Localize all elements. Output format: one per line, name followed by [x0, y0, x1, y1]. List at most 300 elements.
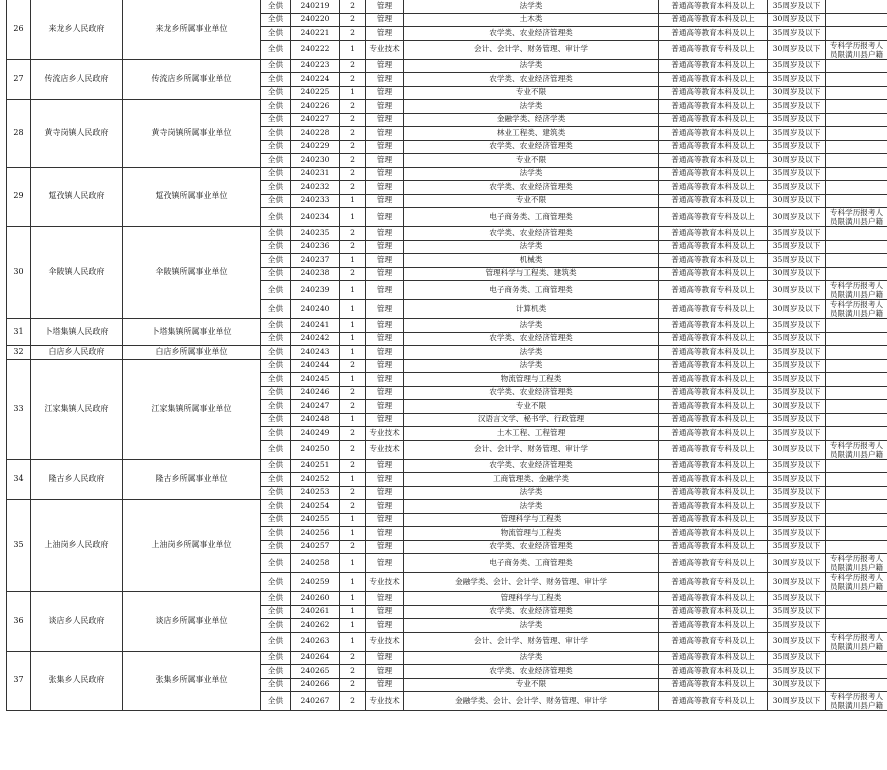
funding-type-cell: 全供	[261, 300, 291, 319]
position-code-cell: 240257	[291, 540, 340, 554]
age-requirement-cell: 35周岁及以下	[768, 386, 826, 400]
headcount-cell: 1	[340, 346, 366, 360]
age-requirement-cell: 35周岁及以下	[768, 473, 826, 487]
table-row	[7, 592, 887, 606]
education-requirement-cell: 普通高等教育本科及以上	[659, 227, 768, 241]
position-type-cell: 专业技术	[366, 427, 404, 441]
funding-type-cell: 全供	[261, 73, 291, 87]
headcount-cell: 1	[340, 605, 366, 619]
headcount-cell: 2	[340, 113, 366, 127]
remarks-cell	[826, 486, 887, 500]
position-code-cell: 240222	[291, 40, 340, 59]
age-requirement-cell: 30周岁及以下	[768, 440, 826, 459]
funding-type-cell: 全供	[261, 181, 291, 195]
position-code-cell: 240244	[291, 359, 340, 373]
unit-number-cell: 34	[7, 459, 31, 500]
remarks-cell	[826, 194, 887, 208]
position-code-cell: 240219	[291, 0, 340, 13]
education-requirement-cell: 普通高等教育专科及以上	[659, 573, 768, 592]
headcount-cell: 1	[340, 619, 366, 633]
education-requirement-cell: 普通高等教育专科及以上	[659, 440, 768, 459]
major-requirement-cell: 管理科学与工程类	[404, 513, 659, 527]
remarks-cell	[826, 113, 887, 127]
age-requirement-cell: 30周岁及以下	[768, 400, 826, 414]
major-requirement-cell: 电子商务类、工商管理类	[404, 208, 659, 227]
headcount-cell: 2	[340, 486, 366, 500]
headcount-cell: 2	[340, 140, 366, 154]
funding-type-cell: 全供	[261, 619, 291, 633]
unit-number-cell: 26	[7, 0, 31, 59]
position-code-cell: 240225	[291, 86, 340, 100]
position-type-cell: 管理	[366, 267, 404, 281]
education-requirement-cell: 普通高等教育本科及以上	[659, 605, 768, 619]
headcount-cell: 2	[340, 500, 366, 514]
position-type-cell: 管理	[366, 300, 404, 319]
headcount-cell: 1	[340, 632, 366, 651]
position-type-cell: 管理	[366, 73, 404, 87]
funding-type-cell: 全供	[261, 194, 291, 208]
funding-type-cell: 全供	[261, 440, 291, 459]
position-type-cell: 管理	[366, 459, 404, 473]
headcount-cell: 2	[340, 359, 366, 373]
position-type-cell: 管理	[366, 386, 404, 400]
funding-type-cell: 全供	[261, 59, 291, 73]
major-requirement-cell: 法学类	[404, 500, 659, 514]
remarks-cell	[826, 527, 887, 541]
position-type-cell: 管理	[366, 86, 404, 100]
age-requirement-cell: 35周岁及以下	[768, 227, 826, 241]
age-requirement-cell: 35周岁及以下	[768, 427, 826, 441]
age-requirement-cell: 35周岁及以下	[768, 167, 826, 181]
position-type-cell: 管理	[366, 513, 404, 527]
major-requirement-cell: 法学类	[404, 651, 659, 665]
position-code-cell: 240241	[291, 319, 340, 333]
position-type-cell: 管理	[366, 373, 404, 387]
position-type-cell: 管理	[366, 113, 404, 127]
age-requirement-cell: 35周岁及以下	[768, 140, 826, 154]
position-type-cell: 管理	[366, 27, 404, 41]
major-requirement-cell: 法学类	[404, 346, 659, 360]
position-code-cell: 240220	[291, 13, 340, 27]
position-code-cell: 240260	[291, 592, 340, 606]
headcount-cell: 1	[340, 40, 366, 59]
remarks-cell	[826, 592, 887, 606]
remarks-cell	[826, 86, 887, 100]
headcount-cell: 1	[340, 194, 366, 208]
major-requirement-cell: 法学类	[404, 359, 659, 373]
headcount-cell: 2	[340, 0, 366, 13]
remarks-cell	[826, 540, 887, 554]
education-requirement-cell: 普通高等教育本科及以上	[659, 413, 768, 427]
education-requirement-cell: 普通高等教育本科及以上	[659, 127, 768, 141]
remarks-cell	[826, 240, 887, 254]
age-requirement-cell: 30周岁及以下	[768, 267, 826, 281]
position-code-cell: 240238	[291, 267, 340, 281]
position-type-cell: 管理	[366, 665, 404, 679]
position-code-cell: 240267	[291, 692, 340, 711]
education-requirement-cell: 普通高等教育专科及以上	[659, 208, 768, 227]
remarks-cell: 专科学历报考人员限潢川县户籍	[826, 692, 887, 711]
age-requirement-cell: 30周岁及以下	[768, 692, 826, 711]
headcount-cell: 2	[340, 227, 366, 241]
unit-number-cell: 29	[7, 167, 31, 227]
age-requirement-cell: 30周岁及以下	[768, 154, 826, 168]
remarks-cell	[826, 473, 887, 487]
age-requirement-cell: 30周岁及以下	[768, 208, 826, 227]
headcount-cell: 2	[340, 154, 366, 168]
remarks-cell	[826, 500, 887, 514]
position-code-cell: 240226	[291, 100, 340, 114]
position-type-cell: 管理	[366, 59, 404, 73]
funding-type-cell: 全供	[261, 540, 291, 554]
position-code-cell: 240253	[291, 486, 340, 500]
position-code-cell: 240240	[291, 300, 340, 319]
headcount-cell: 2	[340, 665, 366, 679]
position-type-cell: 管理	[366, 413, 404, 427]
education-requirement-cell: 普通高等教育本科及以上	[659, 513, 768, 527]
education-requirement-cell: 普通高等教育本科及以上	[659, 619, 768, 633]
education-requirement-cell: 普通高等教育本科及以上	[659, 254, 768, 268]
headcount-cell: 1	[340, 573, 366, 592]
funding-type-cell: 全供	[261, 281, 291, 300]
table-row	[7, 359, 887, 373]
education-requirement-cell: 普通高等教育本科及以上	[659, 678, 768, 692]
remarks-cell	[826, 127, 887, 141]
unit-name-cell: 隆古乡人民政府	[31, 459, 123, 500]
affiliated-unit-cell: 传流店乡所属事业单位	[123, 59, 261, 100]
affiliated-unit-cell: 踅孜镇所属事业单位	[123, 167, 261, 227]
age-requirement-cell: 35周岁及以下	[768, 73, 826, 87]
major-requirement-cell: 金融学类、会计、会计学、财务管理、审计学	[404, 573, 659, 592]
headcount-cell: 2	[340, 59, 366, 73]
remarks-cell	[826, 181, 887, 195]
education-requirement-cell: 普通高等教育本科及以上	[659, 332, 768, 346]
headcount-cell: 2	[340, 440, 366, 459]
education-requirement-cell: 普通高等教育专科及以上	[659, 281, 768, 300]
education-requirement-cell: 普通高等教育本科及以上	[659, 527, 768, 541]
position-type-cell: 管理	[366, 527, 404, 541]
age-requirement-cell: 30周岁及以下	[768, 632, 826, 651]
position-type-cell: 管理	[366, 540, 404, 554]
position-code-cell: 240233	[291, 194, 340, 208]
education-requirement-cell: 普通高等教育本科及以上	[659, 427, 768, 441]
education-requirement-cell: 普通高等教育本科及以上	[659, 13, 768, 27]
unit-name-cell: 白店乡人民政府	[31, 346, 123, 360]
affiliated-unit-cell: 来龙乡所属事业单位	[123, 0, 261, 59]
headcount-cell: 2	[340, 678, 366, 692]
remarks-cell	[826, 413, 887, 427]
position-type-cell: 管理	[366, 227, 404, 241]
funding-type-cell: 全供	[261, 592, 291, 606]
major-requirement-cell: 法学类	[404, 319, 659, 333]
age-requirement-cell: 30周岁及以下	[768, 281, 826, 300]
headcount-cell: 2	[340, 73, 366, 87]
funding-type-cell: 全供	[261, 400, 291, 414]
funding-type-cell: 全供	[261, 27, 291, 41]
unit-number-cell: 31	[7, 319, 31, 346]
position-type-cell: 管理	[366, 254, 404, 268]
unit-number-cell: 37	[7, 651, 31, 711]
unit-name-cell: 黄寺岗镇人民政府	[31, 100, 123, 168]
funding-type-cell: 全供	[261, 208, 291, 227]
major-requirement-cell: 法学类	[404, 486, 659, 500]
unit-name-cell: 卜塔集镇人民政府	[31, 319, 123, 346]
funding-type-cell: 全供	[261, 632, 291, 651]
position-code-cell: 240227	[291, 113, 340, 127]
remarks-cell	[826, 227, 887, 241]
education-requirement-cell: 普通高等教育专科及以上	[659, 692, 768, 711]
funding-type-cell: 全供	[261, 373, 291, 387]
table-row	[7, 459, 887, 473]
education-requirement-cell: 普通高等教育本科及以上	[659, 473, 768, 487]
position-type-cell: 管理	[366, 605, 404, 619]
headcount-cell: 1	[340, 373, 366, 387]
remarks-cell	[826, 0, 887, 13]
table-row	[7, 500, 887, 514]
funding-type-cell: 全供	[261, 86, 291, 100]
major-requirement-cell: 法学类	[404, 619, 659, 633]
unit-number-cell: 35	[7, 500, 31, 592]
position-code-cell: 240259	[291, 573, 340, 592]
position-code-cell: 240248	[291, 413, 340, 427]
funding-type-cell: 全供	[261, 513, 291, 527]
major-requirement-cell: 会计、会计学、财务管理、审计学	[404, 632, 659, 651]
age-requirement-cell: 35周岁及以下	[768, 459, 826, 473]
education-requirement-cell: 普通高等教育本科及以上	[659, 592, 768, 606]
recruitment-table	[6, 0, 887, 711]
funding-type-cell: 全供	[261, 359, 291, 373]
major-requirement-cell: 法学类	[404, 167, 659, 181]
headcount-cell: 2	[340, 181, 366, 195]
age-requirement-cell: 35周岁及以下	[768, 27, 826, 41]
funding-type-cell: 全供	[261, 267, 291, 281]
funding-type-cell: 全供	[261, 40, 291, 59]
position-code-cell: 240261	[291, 605, 340, 619]
position-code-cell: 240232	[291, 181, 340, 195]
funding-type-cell: 全供	[261, 459, 291, 473]
education-requirement-cell: 普通高等教育专科及以上	[659, 554, 768, 573]
major-requirement-cell: 汉语言文学、秘书学、行政管理	[404, 413, 659, 427]
remarks-cell	[826, 332, 887, 346]
position-code-cell: 240266	[291, 678, 340, 692]
education-requirement-cell: 普通高等教育本科及以上	[659, 59, 768, 73]
major-requirement-cell: 工商管理类、金融学类	[404, 473, 659, 487]
age-requirement-cell: 30周岁及以下	[768, 300, 826, 319]
position-type-cell: 管理	[366, 473, 404, 487]
headcount-cell: 1	[340, 254, 366, 268]
affiliated-unit-cell: 卜塔集镇所属事业单位	[123, 319, 261, 346]
age-requirement-cell: 35周岁及以下	[768, 500, 826, 514]
major-requirement-cell: 农学类、农业经济管理类	[404, 227, 659, 241]
major-requirement-cell: 专业不限	[404, 400, 659, 414]
remarks-cell	[826, 459, 887, 473]
major-requirement-cell: 专业不限	[404, 678, 659, 692]
position-type-cell: 管理	[366, 678, 404, 692]
unit-name-cell: 上油岗乡人民政府	[31, 500, 123, 592]
position-type-cell: 管理	[366, 281, 404, 300]
position-code-cell: 240242	[291, 332, 340, 346]
position-type-cell: 管理	[366, 140, 404, 154]
position-code-cell: 240263	[291, 632, 340, 651]
headcount-cell: 2	[340, 651, 366, 665]
education-requirement-cell: 普通高等教育本科及以上	[659, 0, 768, 13]
headcount-cell: 1	[340, 513, 366, 527]
table-row	[7, 227, 887, 241]
headcount-cell: 2	[340, 540, 366, 554]
remarks-cell	[826, 167, 887, 181]
headcount-cell: 2	[340, 127, 366, 141]
position-code-cell: 240254	[291, 500, 340, 514]
position-code-cell: 240236	[291, 240, 340, 254]
major-requirement-cell: 土木类	[404, 13, 659, 27]
unit-number-cell: 32	[7, 346, 31, 360]
major-requirement-cell: 法学类	[404, 240, 659, 254]
remarks-cell	[826, 154, 887, 168]
age-requirement-cell: 35周岁及以下	[768, 346, 826, 360]
position-code-cell: 240250	[291, 440, 340, 459]
age-requirement-cell: 35周岁及以下	[768, 113, 826, 127]
major-requirement-cell: 法学类	[404, 59, 659, 73]
education-requirement-cell: 普通高等教育本科及以上	[659, 140, 768, 154]
position-type-cell: 管理	[366, 0, 404, 13]
major-requirement-cell: 专业不限	[404, 154, 659, 168]
education-requirement-cell: 普通高等教育专科及以上	[659, 40, 768, 59]
age-requirement-cell: 30周岁及以下	[768, 13, 826, 27]
major-requirement-cell: 农学类、农业经济管理类	[404, 73, 659, 87]
headcount-cell: 1	[340, 86, 366, 100]
position-code-cell: 240246	[291, 386, 340, 400]
position-type-cell: 管理	[366, 194, 404, 208]
age-requirement-cell: 35周岁及以下	[768, 127, 826, 141]
headcount-cell: 1	[340, 413, 366, 427]
major-requirement-cell: 农学类、农业经济管理类	[404, 27, 659, 41]
education-requirement-cell: 普通高等教育本科及以上	[659, 319, 768, 333]
position-type-cell: 管理	[366, 181, 404, 195]
headcount-cell: 1	[340, 281, 366, 300]
position-type-cell: 管理	[366, 346, 404, 360]
education-requirement-cell: 普通高等教育本科及以上	[659, 651, 768, 665]
age-requirement-cell: 35周岁及以下	[768, 527, 826, 541]
position-type-cell: 管理	[366, 500, 404, 514]
unit-number-cell: 33	[7, 359, 31, 459]
age-requirement-cell: 30周岁及以下	[768, 194, 826, 208]
position-code-cell: 240247	[291, 400, 340, 414]
funding-type-cell: 全供	[261, 127, 291, 141]
position-code-cell: 240245	[291, 373, 340, 387]
position-type-cell: 专业技术	[366, 632, 404, 651]
funding-type-cell: 全供	[261, 413, 291, 427]
position-type-cell: 管理	[366, 619, 404, 633]
headcount-cell: 2	[340, 386, 366, 400]
major-requirement-cell: 金融学类、经济学类	[404, 113, 659, 127]
position-type-cell: 管理	[366, 359, 404, 373]
funding-type-cell: 全供	[261, 332, 291, 346]
remarks-cell	[826, 619, 887, 633]
position-type-cell: 管理	[366, 319, 404, 333]
education-requirement-cell: 普通高等教育专科及以上	[659, 632, 768, 651]
position-code-cell: 240221	[291, 27, 340, 41]
position-type-cell: 专业技术	[366, 692, 404, 711]
major-requirement-cell: 会计、会计学、财务管理、审计学	[404, 440, 659, 459]
unit-number-cell: 36	[7, 592, 31, 652]
major-requirement-cell: 会计、会计学、财务管理、审计学	[404, 40, 659, 59]
headcount-cell: 2	[340, 13, 366, 27]
age-requirement-cell: 35周岁及以下	[768, 513, 826, 527]
headcount-cell: 2	[340, 100, 366, 114]
age-requirement-cell: 35周岁及以下	[768, 413, 826, 427]
education-requirement-cell: 普通高等教育本科及以上	[659, 267, 768, 281]
education-requirement-cell: 普通高等教育本科及以上	[659, 154, 768, 168]
headcount-cell: 2	[340, 427, 366, 441]
major-requirement-cell: 管理科学与工程类	[404, 592, 659, 606]
position-code-cell: 240223	[291, 59, 340, 73]
major-requirement-cell: 机械类	[404, 254, 659, 268]
education-requirement-cell: 普通高等教育本科及以上	[659, 540, 768, 554]
age-requirement-cell: 35周岁及以下	[768, 651, 826, 665]
position-code-cell: 240239	[291, 281, 340, 300]
position-type-cell: 管理	[366, 486, 404, 500]
age-requirement-cell: 35周岁及以下	[768, 605, 826, 619]
age-requirement-cell: 35周岁及以下	[768, 665, 826, 679]
position-code-cell: 240234	[291, 208, 340, 227]
major-requirement-cell: 农学类、农业经济管理类	[404, 665, 659, 679]
position-type-cell: 管理	[366, 100, 404, 114]
position-code-cell: 240231	[291, 167, 340, 181]
education-requirement-cell: 普通高等教育本科及以上	[659, 459, 768, 473]
major-requirement-cell: 计算机类	[404, 300, 659, 319]
affiliated-unit-cell: 黄寺岗镇所属事业单位	[123, 100, 261, 168]
unit-number-cell: 27	[7, 59, 31, 100]
position-type-cell: 管理	[366, 167, 404, 181]
unit-name-cell: 伞陂镇人民政府	[31, 227, 123, 319]
education-requirement-cell: 普通高等教育本科及以上	[659, 400, 768, 414]
age-requirement-cell: 35周岁及以下	[768, 181, 826, 195]
remarks-cell: 专科学历报考人员限潢川县户籍	[826, 208, 887, 227]
major-requirement-cell: 农学类、农业经济管理类	[404, 540, 659, 554]
headcount-cell: 2	[340, 692, 366, 711]
age-requirement-cell: 30周岁及以下	[768, 573, 826, 592]
major-requirement-cell: 农学类、农业经济管理类	[404, 140, 659, 154]
age-requirement-cell: 35周岁及以下	[768, 240, 826, 254]
unit-name-cell: 踅孜镇人民政府	[31, 167, 123, 227]
education-requirement-cell: 普通高等教育本科及以上	[659, 373, 768, 387]
funding-type-cell: 全供	[261, 100, 291, 114]
affiliated-unit-cell: 白店乡所属事业单位	[123, 346, 261, 360]
major-requirement-cell: 农学类、农业经济管理类	[404, 332, 659, 346]
position-type-cell: 专业技术	[366, 573, 404, 592]
unit-name-cell: 来龙乡人民政府	[31, 0, 123, 59]
funding-type-cell: 全供	[261, 13, 291, 27]
position-code-cell: 240258	[291, 554, 340, 573]
remarks-cell: 专科学历报考人员限潢川县户籍	[826, 300, 887, 319]
education-requirement-cell: 普通高等教育专科及以上	[659, 300, 768, 319]
position-type-cell: 管理	[366, 400, 404, 414]
position-code-cell: 240264	[291, 651, 340, 665]
headcount-cell: 2	[340, 240, 366, 254]
remarks-cell: 专科学历报考人员限潢川县户籍	[826, 281, 887, 300]
age-requirement-cell: 35周岁及以下	[768, 619, 826, 633]
headcount-cell: 1	[340, 527, 366, 541]
major-requirement-cell: 专业不限	[404, 194, 659, 208]
position-code-cell: 240228	[291, 127, 340, 141]
funding-type-cell: 全供	[261, 227, 291, 241]
remarks-cell	[826, 319, 887, 333]
education-requirement-cell: 普通高等教育本科及以上	[659, 100, 768, 114]
headcount-cell: 2	[340, 400, 366, 414]
table-row	[7, 0, 887, 13]
education-requirement-cell: 普通高等教育本科及以上	[659, 500, 768, 514]
unit-number-cell: 30	[7, 227, 31, 319]
